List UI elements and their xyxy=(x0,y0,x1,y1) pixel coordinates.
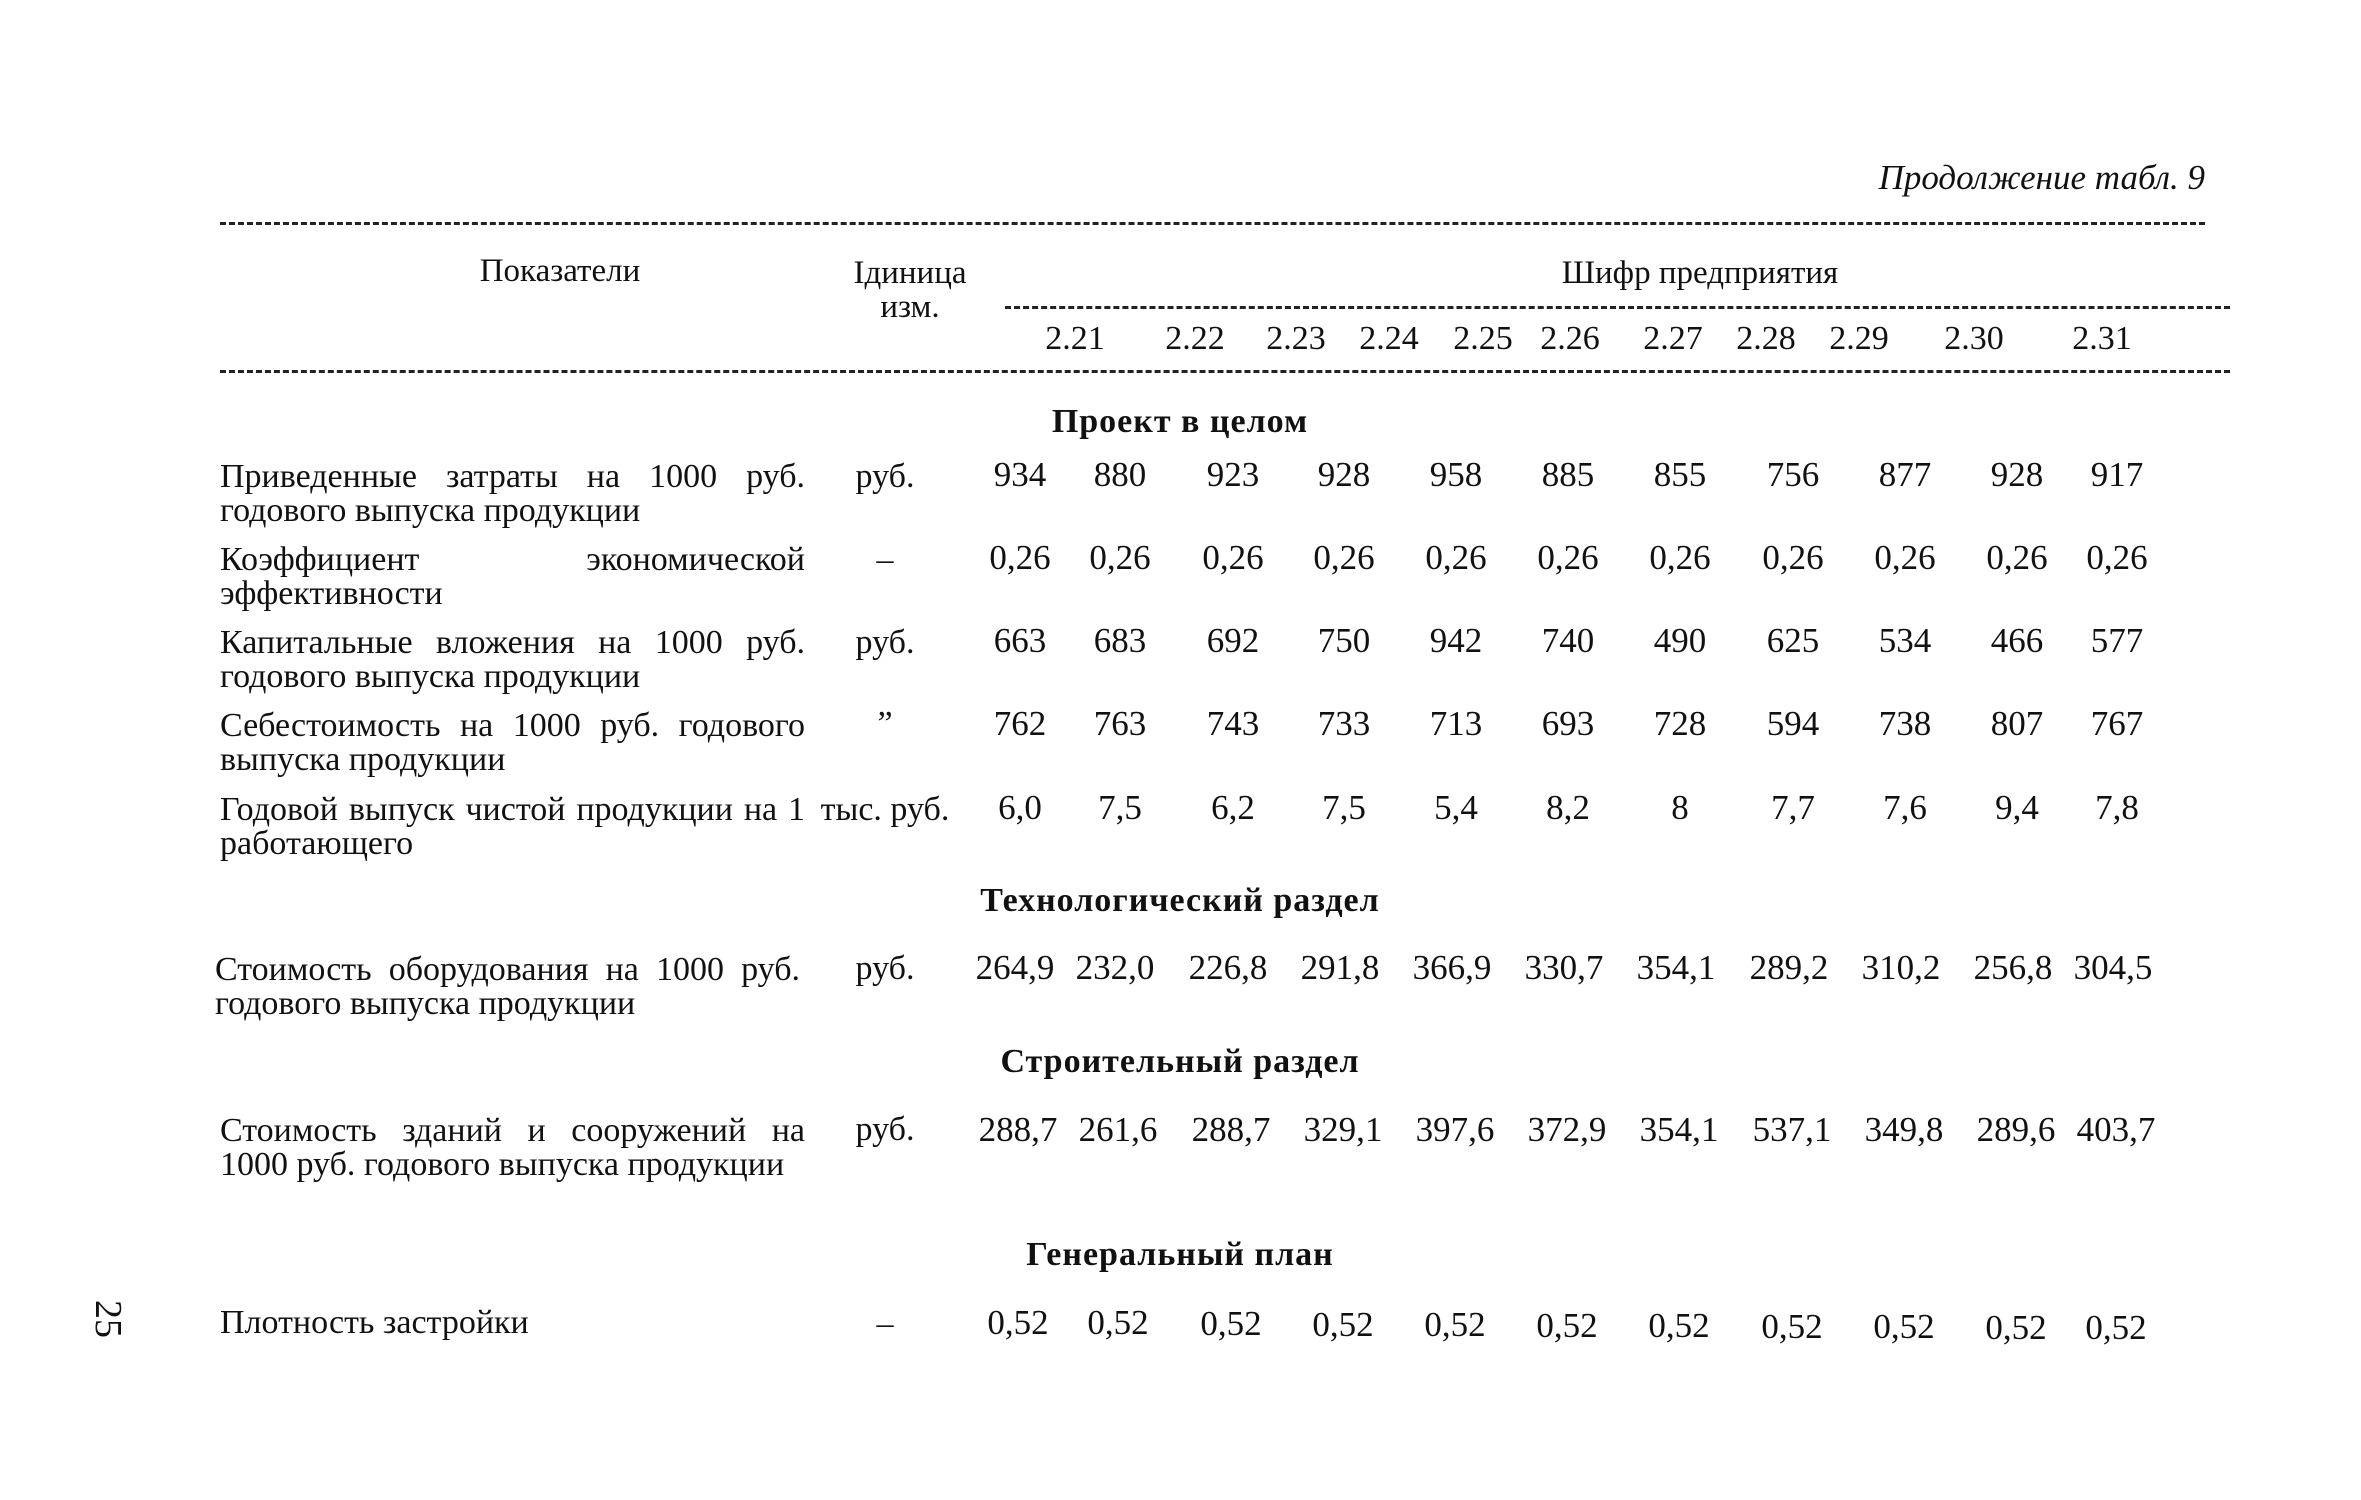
table-cell: 692 xyxy=(1206,621,1260,660)
table-cell: 756 xyxy=(1766,455,1820,494)
row-unit: руб. xyxy=(855,624,915,661)
row-label: Приведенные затраты на 1000 руб. годового выпуска продукции xyxy=(220,458,805,529)
table-cell: 958 xyxy=(1429,455,1483,494)
table-cell: 0,52 xyxy=(1648,1306,1710,1345)
table-cell: 0,52 xyxy=(987,1303,1049,1342)
header-unit-line1: Iдиница xyxy=(853,255,967,291)
table-cell: 855 xyxy=(1653,455,1707,494)
code-header: 2.21 xyxy=(1045,320,1105,357)
header-unit-line2: изм. xyxy=(880,289,940,325)
table-cell: 288,7 xyxy=(978,1110,1058,1149)
table-cell: 291,8 xyxy=(1300,948,1380,987)
table-cell: 0,52 xyxy=(1536,1306,1598,1345)
table-cell: 928 xyxy=(1317,455,1371,494)
table-cell: 0,52 xyxy=(1424,1305,1486,1344)
table-cell: 329,1 xyxy=(1303,1110,1383,1149)
table-cell: 0,26 xyxy=(989,538,1051,577)
table-cell: 5,4 xyxy=(1434,788,1478,827)
table-cell: 767 xyxy=(2090,704,2144,743)
table-cell: 683 xyxy=(1093,621,1147,660)
table-cell: 594 xyxy=(1766,704,1820,743)
row-unit: – xyxy=(876,1305,894,1342)
code-header: 2.25 xyxy=(1453,320,1513,357)
table-cell: 934 xyxy=(993,455,1047,494)
row-label: Коэффициент экономической эффективности xyxy=(220,541,805,612)
section-title: Генеральный план xyxy=(1026,1236,1334,1273)
table-cell: 403,7 xyxy=(2076,1110,2156,1149)
table-cell: 807 xyxy=(1990,704,2044,743)
table-cell: 7,8 xyxy=(2095,788,2139,827)
header-bottom-rule xyxy=(220,370,2230,373)
table-cell: 0,52 xyxy=(1761,1307,1823,1346)
code-header: 2.24 xyxy=(1359,320,1419,357)
table-cell: 762 xyxy=(993,704,1047,743)
table-cell: 0,26 xyxy=(1537,538,1599,577)
row-unit: – xyxy=(876,541,894,578)
table-cell: 349,8 xyxy=(1864,1110,1944,1149)
table-cell: 537,1 xyxy=(1752,1110,1832,1149)
table-cell: 0,52 xyxy=(1200,1304,1262,1343)
row-label: Себестоимость на 1000 руб. годового выпуска продукции xyxy=(220,707,805,778)
table-cell: 534 xyxy=(1878,621,1932,660)
table-cell: 264,9 xyxy=(975,948,1055,987)
table-cell: 330,7 xyxy=(1524,948,1604,987)
section-title: Проект в целом xyxy=(1051,403,1309,440)
table-cell: 354,1 xyxy=(1636,948,1716,987)
table-cell: 9,4 xyxy=(1995,788,2039,827)
table-cell: 289,2 xyxy=(1749,948,1829,987)
table-cell: 261,6 xyxy=(1078,1110,1158,1149)
table-cell: 693 xyxy=(1541,704,1595,743)
code-header: 2.30 xyxy=(1944,320,2004,357)
table-cell: 6,0 xyxy=(998,788,1042,827)
table-cell: 663 xyxy=(993,621,1047,660)
table-cell: 466 xyxy=(1990,621,2044,660)
section-title: Технологический раздел xyxy=(980,882,1380,919)
code-header: 2.23 xyxy=(1266,320,1326,357)
header-enterprise-code: Шифр предприятия xyxy=(1561,255,1839,291)
table-cell: 7,6 xyxy=(1883,788,1927,827)
table-cell: 7,5 xyxy=(1098,788,1142,827)
row-label: Стоимость зданий и сооружений на 1000 руб. годового выпуска продукции xyxy=(220,1112,805,1183)
table-cell: 0,52 xyxy=(1985,1308,2047,1347)
row-unit: тыс. руб. xyxy=(820,791,950,828)
table-cell: 372,9 xyxy=(1527,1110,1607,1149)
table-cell: 743 xyxy=(1206,704,1260,743)
header-sub-rule xyxy=(1005,306,2230,309)
table-cell: 8 xyxy=(1671,788,1689,827)
section-title: Строительный раздел xyxy=(1000,1043,1360,1080)
table-cell: 0,26 xyxy=(1986,538,2048,577)
table-cell: 490 xyxy=(1653,621,1707,660)
table-cell: 713 xyxy=(1429,704,1483,743)
table-cell: 0,26 xyxy=(1089,538,1151,577)
page-number: 25 xyxy=(87,1300,129,1338)
table-cell: 0,52 xyxy=(1873,1307,1935,1346)
table-cell: 6,2 xyxy=(1211,788,1255,827)
header-indicators: Показатели xyxy=(479,253,641,289)
table-cell: 880 xyxy=(1093,455,1147,494)
code-header: 2.31 xyxy=(2072,320,2132,357)
row-unit: ” xyxy=(877,705,893,742)
table-cell: 8,2 xyxy=(1546,788,1590,827)
table-cell: 0,52 xyxy=(1087,1303,1149,1342)
row-label: Плотность застройки xyxy=(220,1304,529,1341)
table-cell: 0,26 xyxy=(1874,538,1936,577)
code-header: 2.29 xyxy=(1829,320,1889,357)
top-rule xyxy=(220,222,2205,225)
table-cell: 310,2 xyxy=(1861,948,1941,987)
row-label: Годовой выпуск чистой продукции на 1 работающего xyxy=(220,791,805,862)
table-cell: 7,7 xyxy=(1771,788,1815,827)
row-label: Капитальные вложения на 1000 руб. годового выпуска продукции xyxy=(220,624,805,695)
code-header: 2.22 xyxy=(1165,320,1225,357)
table-cell: 397,6 xyxy=(1415,1110,1495,1149)
table-cell: 226,8 xyxy=(1188,948,1268,987)
table-cell: 0,26 xyxy=(1425,538,1487,577)
table-cell: 917 xyxy=(2090,455,2144,494)
table-cell: 733 xyxy=(1317,704,1371,743)
table-cell: 763 xyxy=(1093,704,1147,743)
table-cell: 738 xyxy=(1878,704,1932,743)
table-cell: 728 xyxy=(1653,704,1707,743)
code-header: 2.26 xyxy=(1540,320,1600,357)
table-cell: 354,1 xyxy=(1639,1110,1719,1149)
table-cell: 0,26 xyxy=(1649,538,1711,577)
table-cell: 0,26 xyxy=(1762,538,1824,577)
table-cell: 232,0 xyxy=(1075,948,1155,987)
code-header: 2.27 xyxy=(1643,320,1703,357)
row-unit: руб. xyxy=(855,1111,915,1148)
table-cell: 256,8 xyxy=(1973,948,2053,987)
table-cell: 877 xyxy=(1878,455,1932,494)
table-cell: 577 xyxy=(2090,621,2144,660)
table-cell: 0,26 xyxy=(2086,538,2148,577)
table-cell: 0,52 xyxy=(2085,1308,2147,1347)
table-cell: 885 xyxy=(1541,455,1595,494)
table-cell: 288,7 xyxy=(1191,1110,1271,1149)
table-cell: 366,9 xyxy=(1412,948,1492,987)
table-cell: 289,6 xyxy=(1976,1110,2056,1149)
table-cell: 625 xyxy=(1766,621,1820,660)
code-header: 2.28 xyxy=(1736,320,1796,357)
table-cell: 928 xyxy=(1990,455,2044,494)
row-unit: руб. xyxy=(855,458,915,495)
table-cell: 0,52 xyxy=(1312,1305,1374,1344)
table-cell: 740 xyxy=(1541,621,1595,660)
table-cell: 750 xyxy=(1317,621,1371,660)
table-cell: 304,5 xyxy=(2073,948,2153,987)
table-cell: 0,26 xyxy=(1313,538,1375,577)
table-cell: 942 xyxy=(1429,621,1483,660)
row-label: Стоимость оборудования на 1000 руб. годового выпуска продукции xyxy=(215,951,800,1022)
table-cell: 0,26 xyxy=(1202,538,1264,577)
table-cell: 7,5 xyxy=(1322,788,1366,827)
row-unit: руб. xyxy=(855,950,915,987)
table-caption: Продолжение табл. 9 xyxy=(1878,158,2205,197)
table-cell: 923 xyxy=(1206,455,1260,494)
